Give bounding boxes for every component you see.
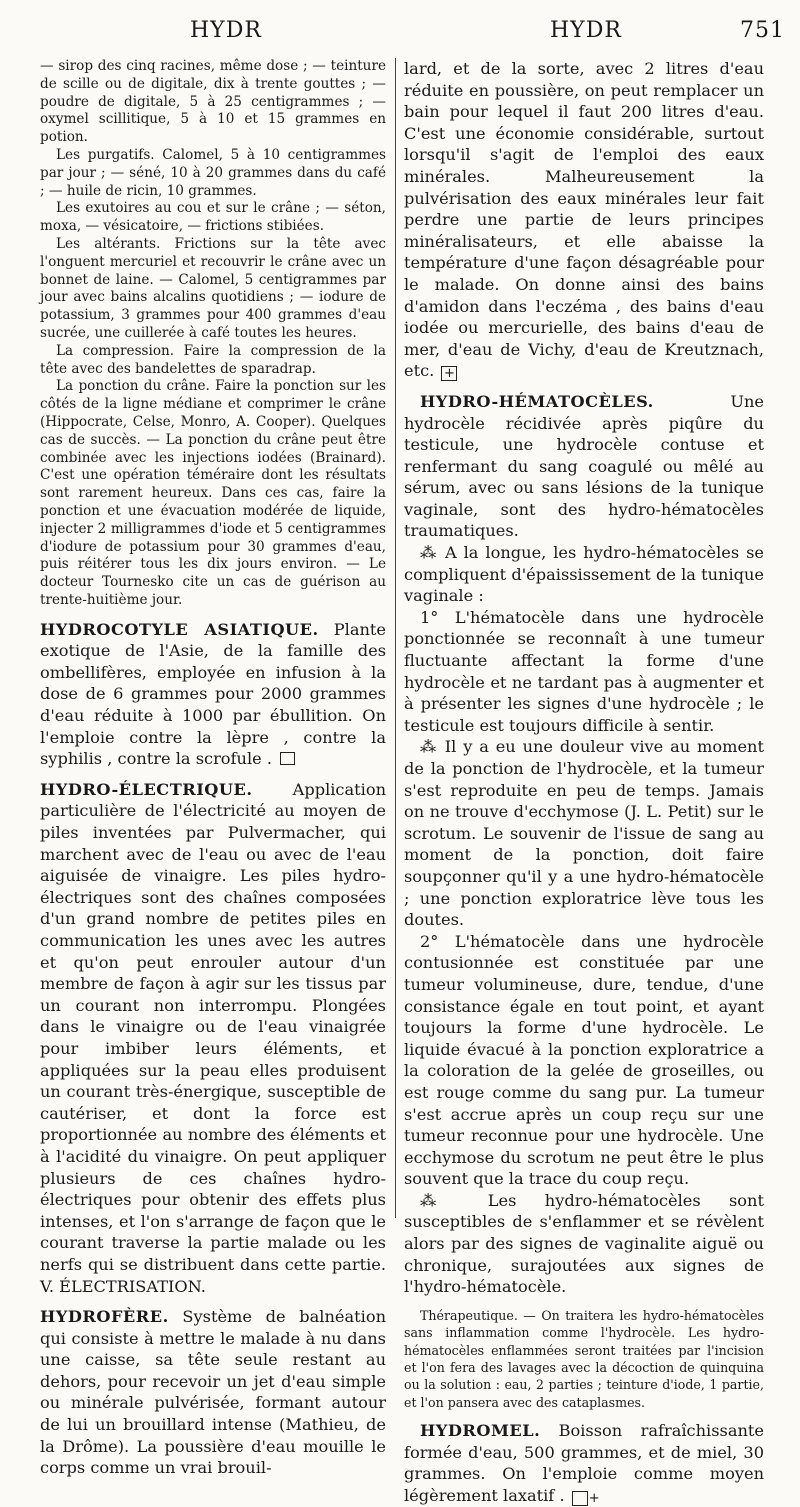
square-symbol-icon (280, 752, 295, 765)
paragraph: 2° L'hématocèle dans une hydrocèle contusionnée est constituée par une tumeur volumineuse, dure, tendue, d'une consistance égale en tout point, et ayant toujours la forme d'une hydrocèle. Le liquide évacué à la ponction exploratrice a la coloration de la gelée de groseilles, ou est rouge comme du sang pur. La tumeur s'est accrue après un coup reçu sur une tumeur reconnue pour une hydrocèle. Une ecchymose du scrotum ne peut être le plus souvent que la trace du coup reçu. (404, 931, 764, 1189)
column-divider (395, 58, 396, 1218)
paragraph: La compression. Faire la compression de la tête avec des bandelettes de sparadrap. (40, 342, 386, 377)
paragraph: Les altérants. Frictions sur la tête avec l'onguent mercuriel et recouvrir le crâne avec un bonnet de laine. — Calomel, 5 centigrammes par jour avec bains alcalins quotidiens ; — iodure de potassium, 3 grammes pour 400 grammes d'eau sucrée, une cuillerée à café toutes les heures. (40, 235, 386, 341)
paragraph: ⁂ Les hydro-hématocèles sont susceptibles de s'enflammer et se révèlent alors par des signes de vaginalite aiguë ou chronique, surajoutées aux signes de l'hydro-hématocèle. (404, 1190, 764, 1297)
paragraph: ⁂ Il y a eu une douleur vive au moment de la ponction de l'hydrocèle, et la tumeur s'est reproduite en peu de temps. Jamais on ne trouve d'ecchymose (J. L. Petit) sur le scrotum. Le souvenir de l'issue de sang au moment de la ponction, doit faire soupçonner qu'il y a une hydro-hématocèle ; une ponction exploratrice lève tous les doutes. (404, 737, 764, 930)
entry-headword: HYDRO-HÉMATOCÈLES. (420, 391, 654, 411)
left-running-head: HYDR (190, 18, 262, 43)
running-header (40, 18, 800, 50)
left-column (40, 58, 386, 1479)
entry-text: Boisson rafraîchissante formée d'eau, 500 grammes, et de miel, 30 grammes. On l'emploie comme moyen légèrement laxatif . (404, 1421, 764, 1506)
boxed-plus-icon: + (441, 366, 457, 381)
paragraph: 1° L'hématocèle dans une hydrocèle ponctionnée se reconnaît à une tumeur fluctuante affectant la forme d'une hydrocèle et ne tardant pas à augmenter et à présenter les signes d'une hydrocèle ; le testicule est toujours difficile à sentir. (404, 607, 764, 735)
paragraph-text: lard, et de la sorte, avec 2 litres d'eau réduite en poussière, on peut remplacer un bain pour lequel il faut 200 litres d'eau. C'est une économie considérable, surtout lorsqu'il s'agit de l'emploi des eaux minérales. Malheureusement la pulvérisation des eaux minérales leur fait perdre une partie de leurs principes minéralisateurs, et elle abaisse la température d'une façon désagréable pour le malade. On donne ainsi des bains d'amidon dans l'eczéma , des bains d'eau iodée ou mercurielle, des bains d'eau de mer, d'eau de Vichy, d'eau de Kreutznach, etc. (404, 59, 764, 381)
paragraph: ⁂ A la longue, les hydro-hématocèles se compliquent d'épaississement de la tunique vaginale : (404, 543, 764, 606)
entry-hydro-electrique (40, 779, 386, 1297)
right-column (404, 58, 764, 1507)
entry-hydro-hematoceles (404, 391, 764, 542)
paragraph (404, 58, 764, 382)
paragraph: La ponction du crâne. Faire la ponction sur les côtés de la ligne médiane et comprimer le crâne (Hippocrate, Celse, Monro, A. Cooper). Quelques cas de succès. — La ponction du crâne peut être combinée avec les injections iodées (Brainard). C'est une opération téméraire dont les résultats sont rarement heureux. Dans ces cas, faire la ponction et une évacuation modérée de liquide, injecter 2 milligrammes d'iode et 5 centigrammes d'iodure de potassium pour 30 grammes d'eau, puis réitérer tous les dix jours environ. — Le docteur Tournesko cite un cas de guérison au trente-huitième jour. (40, 378, 386, 608)
entry-text: Système de balnéation qui consiste à mettre le malade à nu dans une caisse, sa tête seule restant au dehors, pour recevoir un jet d'eau simple ou minérale pulvérisée, formant autour de lui un brouillard intense (Mathieu, de la Drôme). La poussière d'eau mouille le corps comme un vrai brouil- (40, 1307, 386, 1478)
entry-hydrocotyle (40, 619, 386, 770)
therapeutique-note: Thérapeutique. — On traitera les hydro-hématocèles sans inflammation comme l'hydrocèle. Les hydro-hématocèles enflammées seront traitées par l'incision et l'on fera des lavages avec la décoction de quinquina ou la solution : eau, 2 parties ; teinture d'iode, 1 partie, et l'on pansera avec des cataplasmes. (404, 1307, 764, 1410)
entry-headword: HYDROMEL. (420, 1421, 541, 1441)
paragraph: Les exutoires au cou et sur le crâne ; — séton, moxa, — vésicatoire, — frictions stibiées. (40, 200, 386, 235)
right-running-head: HYDR (550, 18, 622, 43)
boxed-plus-icon: + (572, 1491, 588, 1506)
entry-text: Une hydrocèle récidivée après piqûre du testicule, une hydrocèle contuse et renfermant du sang coagulé ou mêlé au sérum, avec ou sans lésions de la tunique vaginale, sont des hydro-hématocèles traumatiques. (404, 391, 764, 541)
entry-hydrofere (40, 1306, 386, 1479)
entry-hydromel (404, 1420, 764, 1506)
entry-headword: HYDROFÈRE. (40, 1307, 169, 1327)
entry-text: Application particulière de l'électricité au moyen de piles inventées par Pulvermacher, qui marchent avec de l'eau ou avec de l'eau aiguisée de vinaigre. Les piles hydro-électriques sont des chaînes composées d'un grand nombre de petites piles en communication les unes avec les autres et qu'on peut enrouler autour d'un membre de façon à agir sur les tissus par un courant non interrompu. Plongées dans le vinaigre ou de l'eau vinaigrée pour imbiber leurs éléments, et appliquées sur la peau elles produisent un courant très-énergique, susceptible de cautériser, et dont la force est proportionnée au nombre des éléments et à l'acidité du vinaigre. On peut appliquer plusieurs de ces chaînes hydro-électriques pour obtenir des effets plus intenses, et l'on s'arrange de façon que le courant traverse la partie malade ou les nerfs qui se distribuent dans cette partie. V. ÉLECTRISATION. (40, 779, 386, 1296)
page-number: 751 (740, 18, 785, 43)
entry-headword: HYDRO-ÉLECTRIQUE. (40, 779, 253, 799)
entry-headword: HYDROCOTYLE ASIATIQUE. (40, 619, 319, 639)
paragraph: — sirop des cinq racines, même dose ; — teinture de scille ou de digitale, dix à trente gouttes ; — poudre de digitale, 5 à 25 centigrammes ; — oxymel scillitique, 5 à 10 et 15 grammes en potion. (40, 58, 386, 146)
entry-text: Plante exotique de l'Asie, de la famille des ombellifères, employée en infusion à la dose de 6 grammes pour 2000 grammes d'eau réduite à 1000 par ébullition. On l'emploie contre la lèpre , contre la syphilis , contre la scrofule . (40, 619, 386, 769)
paragraph: Les purgatifs. Calomel, 5 à 10 centigrammes par jour ; — séné, 10 à 20 grammes dans du café ; — huile de ricin, 10 grammes. (40, 146, 386, 199)
